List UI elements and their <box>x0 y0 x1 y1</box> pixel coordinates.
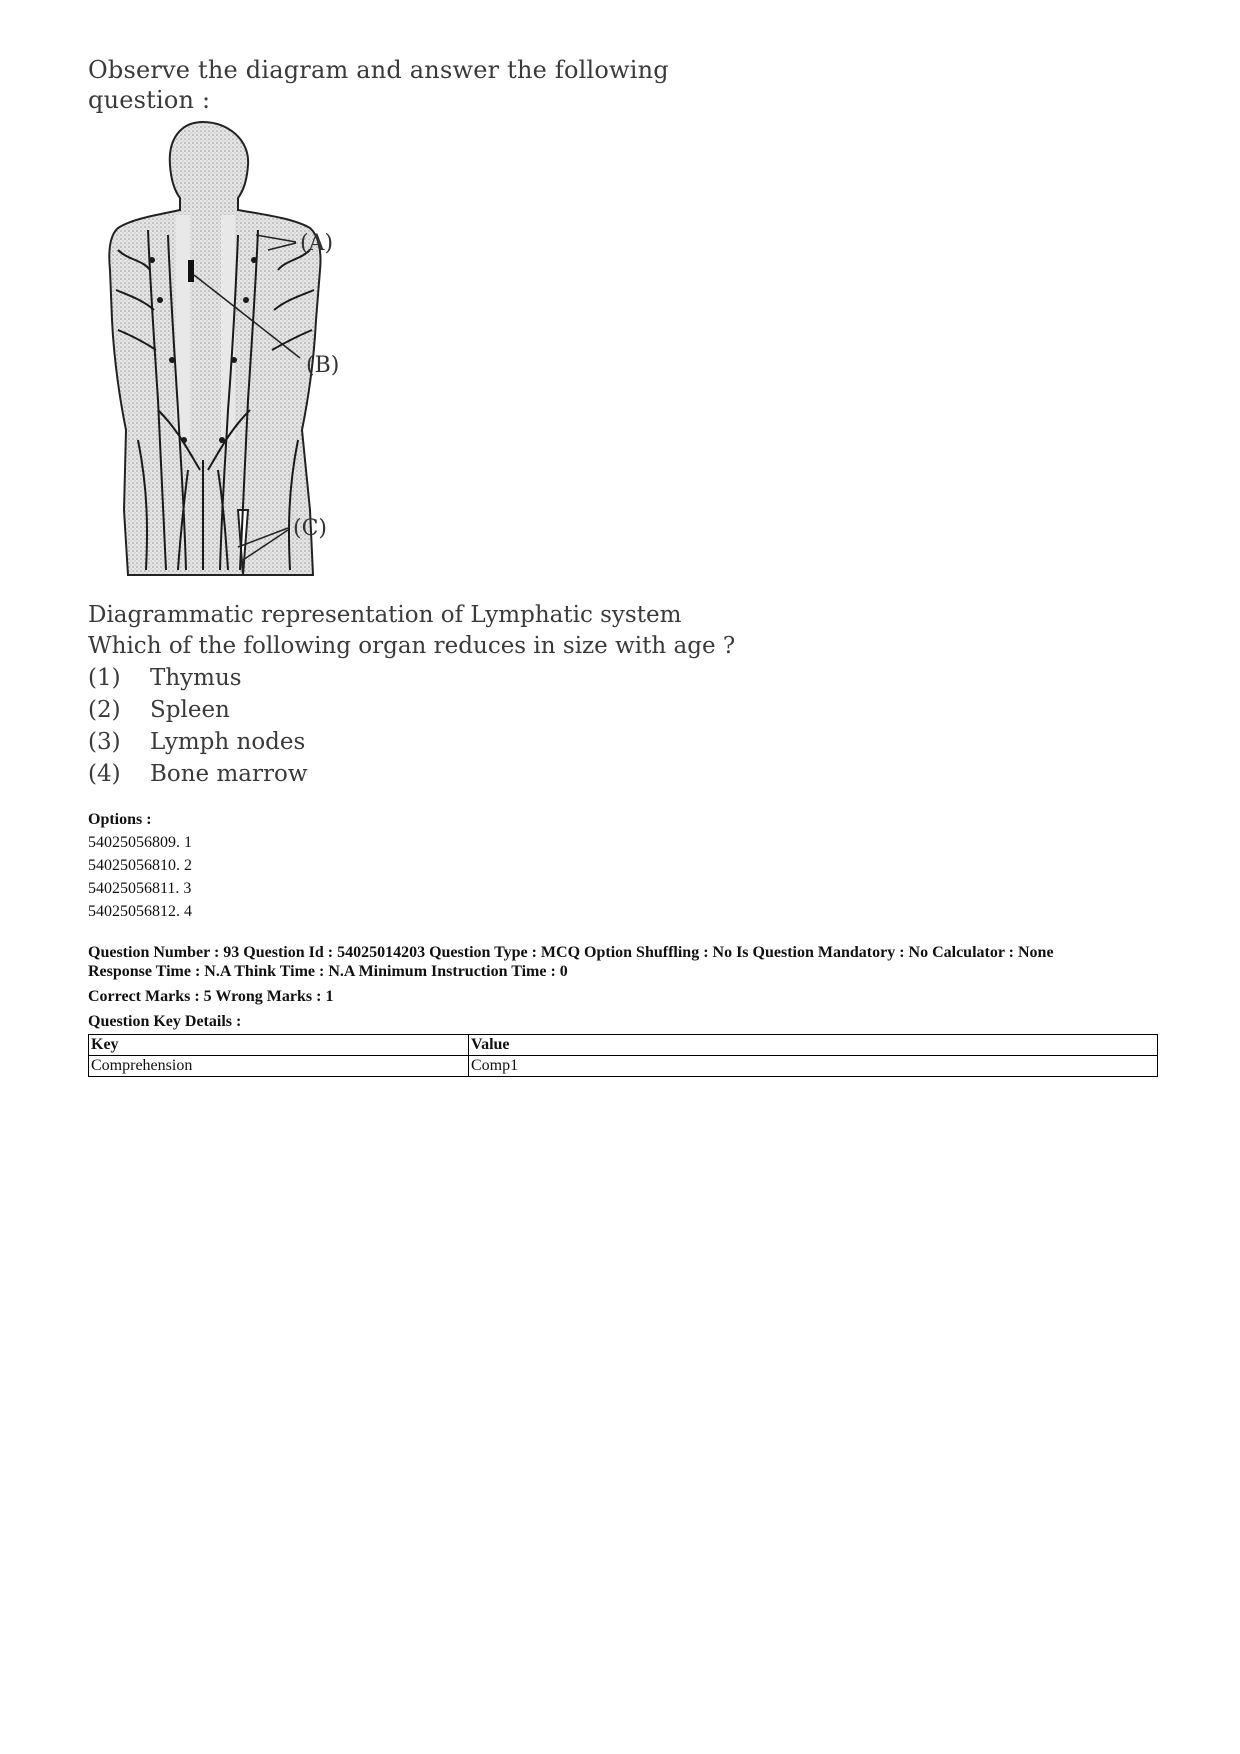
choice-3 <box>88 726 788 758</box>
question-text: Which of the following organ reduces in size with age ? <box>88 633 736 659</box>
label-b: (B) <box>306 353 340 378</box>
question-image <box>88 55 768 787</box>
options-label: Options : <box>88 811 152 828</box>
choice-text: Spleen <box>150 697 230 723</box>
option-item: 54025056809. 1 <box>88 834 192 851</box>
marks-info: Correct Marks : 5 Wrong Marks : 1 <box>88 988 334 1005</box>
key-details-label: Question Key Details : <box>88 1013 242 1030</box>
label-a: (A) <box>300 231 334 256</box>
column-header-value: Value <box>469 1035 1158 1056</box>
table-row <box>89 1056 1158 1077</box>
choice-text: Thymus <box>150 665 242 691</box>
lymphatic-system-diagram <box>88 110 388 630</box>
option-item: 54025056810. 2 <box>88 857 192 874</box>
choice-2 <box>88 694 788 726</box>
question-metadata <box>88 808 1158 1077</box>
question-text-block <box>88 600 788 790</box>
choice-number: (2) <box>88 697 121 723</box>
key-details-table <box>88 1034 1158 1077</box>
diagram-caption: Diagrammatic representation of Lymphatic system <box>88 602 682 628</box>
instruction-heading: Observe the diagram and answer the following question : <box>88 56 669 114</box>
thymus-marker <box>188 260 194 282</box>
choice-number: (3) <box>88 729 121 755</box>
question-info-line-1: Question Number : 93 Question Id : 54025014203 Question Type : MCQ Option Shuffling : No Is Question Mandatory : No Calculator : None <box>88 944 1054 961</box>
option-item: 54025056812. 4 <box>88 903 192 920</box>
choice-number: (1) <box>88 665 121 691</box>
key-cell: Comprehension <box>89 1056 469 1077</box>
choice-text: Bone marrow <box>150 761 308 787</box>
value-cell: Comp1 <box>469 1056 1158 1077</box>
table-header-row <box>89 1035 1158 1056</box>
question-info-line-2: Response Time : N.A Think Time : N.A Minimum Instruction Time : 0 <box>88 963 568 980</box>
label-c: (C) <box>293 516 327 541</box>
column-header-key: Key <box>89 1035 469 1056</box>
choice-text: Lymph nodes <box>150 729 306 755</box>
choice-4 <box>88 758 788 790</box>
option-item: 54025056811. 3 <box>88 880 192 897</box>
choice-number: (4) <box>88 761 121 787</box>
choice-1 <box>88 662 788 694</box>
